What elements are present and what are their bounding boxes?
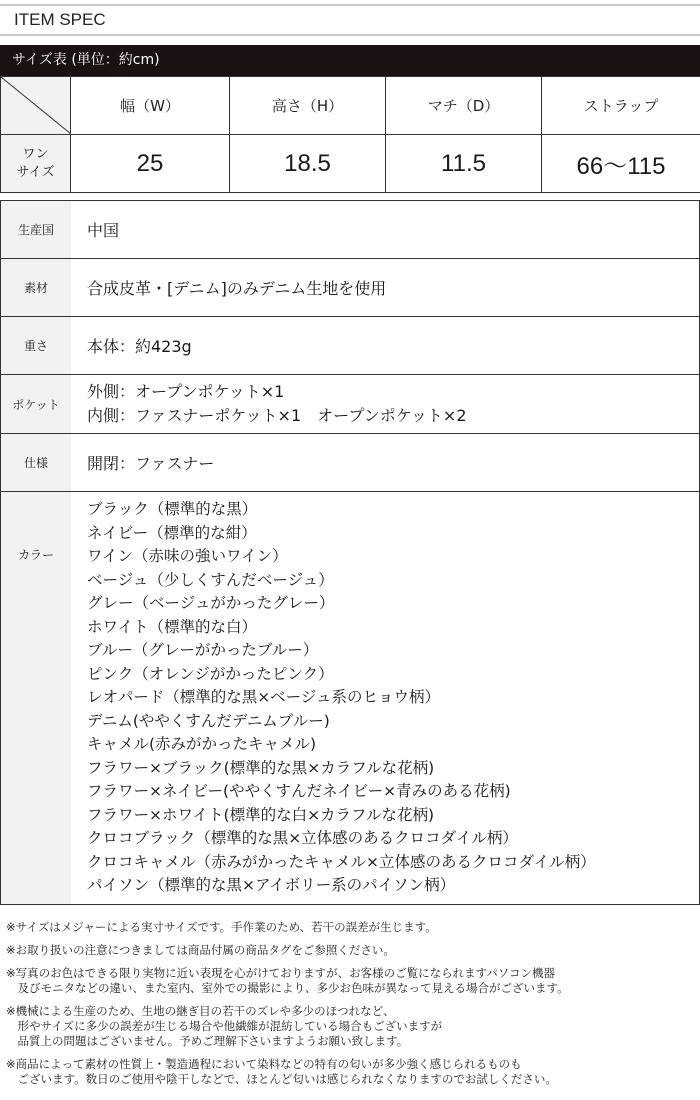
spec-value: 合成皮革・[デニム]のみデニム生地を使用 [71,259,700,317]
spec-label: カラー [1,492,72,905]
color-item: フラワー×ブラック(標準的な黒×カラフルな花柄) [87,758,435,777]
value-width: 25 [71,135,230,193]
spec-row-origin [1,201,700,259]
color-item: ピンク（オレンジがかったピンク） [87,664,334,683]
color-item: パイソン（標準的な黒×アイボリー系のパイソン柄） [87,876,456,894]
color-item: キャメル(赤みがかったキャメル) [87,735,317,753]
spec-row-colors [1,492,700,905]
pocket-line: 内側：ファスナーポケット×1 オープンポケット×2 [87,406,467,425]
row-label-line: サイズ [16,164,55,180]
spec-row-pocket [1,375,700,434]
spec-value: 本体：約423g [71,317,700,375]
color-item: ワイン（赤味の強いワイン） [87,547,288,565]
color-item: ブラック（標準的な黒） [87,500,258,518]
column-strap: ストラップ [542,77,700,135]
value-strap: 66〜115 [542,135,700,193]
pocket-line: 外側：オープンポケット×1 [87,382,285,401]
spec-value: 開閉：ファスナー [71,434,700,492]
spec-label: 生産国 [1,201,72,259]
note-line: ※写真のお色はできる限り実物に近い表現を心がけておりますが、お客様のご覧になられますパソコン機器 [6,966,555,980]
row-label-line: ワン [22,146,49,162]
note [6,1004,696,1049]
color-item: レオパード（標準的な黒×ベージュ系のヒョウ柄） [87,688,441,706]
column-height: 高さ（H） [230,77,386,135]
size-table [0,76,700,193]
note-line: 形やサイズに多少の誤差が生じる場合や他繊維が混紡している場合もございますが [6,1019,443,1033]
spec-row-weight [1,317,700,375]
row-one-size [1,135,71,193]
note [6,943,696,958]
spec-label: 仕様 [1,434,72,492]
color-list [71,492,700,905]
spec-table [0,200,700,905]
diagonal-divider [1,77,71,134]
color-item: デニム(ややくすんだデニムブルー) [87,711,330,730]
column-depth: マチ（D） [386,77,542,135]
color-item: クロコブラック（標準的な黒×立体感のあるクロコダイル柄） [87,829,518,847]
size-table-corner [1,77,71,135]
value-depth: 11.5 [386,135,542,193]
color-item: ホワイト（標準的な白） [87,617,258,636]
note [6,1057,696,1087]
spec-row-spec [1,434,700,492]
note-line: ※お取り扱いの注意につきましては商品付属の商品タグをご参照ください。 [6,943,395,957]
note-line: ※サイズはメジャーによる実寸サイズです。手作業のため、若干の誤差が生じます。 [6,920,437,934]
color-item: フラワー×ネイビー(ややくすんだネイビー×青みのある花柄) [87,782,511,800]
spec-row-material [1,259,700,317]
spec-label: 素材 [1,259,72,317]
color-item: ベージュ（少しくすんだベージュ） [87,570,334,589]
note-line: 品質上の問題はございません。予めご理解下さいますようお願い致します。 [6,1034,409,1048]
spec-label: ポケット [1,375,72,434]
spec-value: 中国 [71,201,700,259]
color-item: クロコキャメル（赤みがかったキャメル×立体感のあるクロコダイル柄） [87,852,596,871]
color-item: ブルー（グレーがかったブルー） [87,641,319,659]
size-table-caption: サイズ表 (単位：約cm) [0,45,700,76]
page-title: ITEM SPEC [0,4,700,36]
note-line: ございます。数日のご使用や陰干しなどで、ほとんど匂いは感じられなくなりますのでお試しください。 [6,1072,557,1086]
notes [6,920,696,1095]
note-line: ※機械による生産のため、生地の継ぎ目の若干のズレや多少のほつれなど、 [6,1004,395,1018]
color-item: ネイビー（標準的な紺） [87,523,257,542]
color-item: フラワー×ホワイト(標準的な白×カラフルな花柄) [87,805,434,824]
note [6,966,696,996]
spec-label: 重さ [1,317,72,375]
note [6,920,696,935]
note-line: 及びモニタなどの違い、また室内、室外での撮影により、多少お色味が異なって見える場合がございます。 [6,981,569,995]
color-item: グレー（ベージュがかったグレー） [87,594,335,612]
column-width: 幅（W） [71,77,230,135]
spec-value [71,375,700,434]
note-line: ※商品によって素材の性質上・製造過程において染料などの特有の匂いが多少強く感じられるものも [6,1057,522,1071]
value-height: 18.5 [230,135,386,193]
